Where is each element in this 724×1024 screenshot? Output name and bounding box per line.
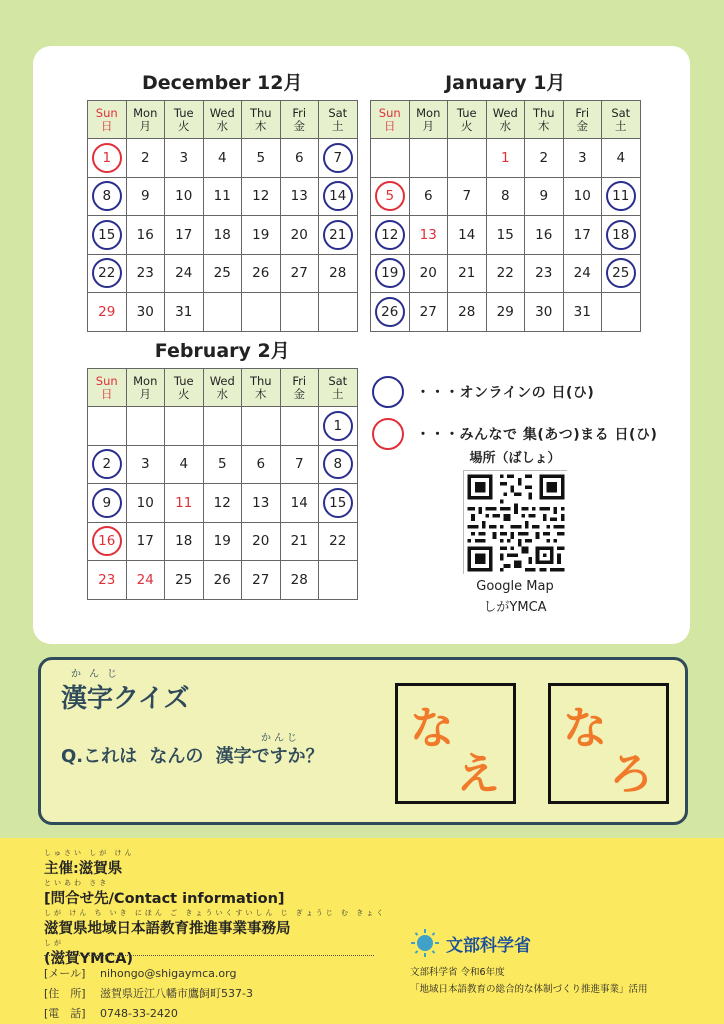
day-cell: 24 [126,561,165,600]
weekday-1: Mon 月 [126,101,165,139]
phone: 0748-33-2420 [100,1007,178,1020]
weekday-0: Sun 日 [88,369,127,407]
day-cell: 26 [203,561,242,600]
day-cell: 2 [126,139,165,178]
empty-cell [203,293,242,332]
day-cell: 11 [165,484,204,523]
day-cell: 23 [126,254,165,293]
day-cell: 4 [165,445,204,484]
day-cell: 29 [486,293,525,332]
day-cell: 17 [165,216,204,255]
weekday-4: Thu 木 [242,101,281,139]
map-caption-1: Google Map [476,579,554,594]
mext-line-2: 「地域日本語教育の総合的な体制づくり推進事業」活用 [410,984,648,995]
day-cell: 29 [88,293,127,332]
contact-details: [メール] nihongo@shigaymca.org [住 所] 滋賀県近江八幡市鷹飼町537-3 [電 話] 0748-33-2420 [44,967,253,1020]
day-cell: 4 [602,139,641,178]
day-cell: 26 [242,254,281,293]
day-cell: 14 [319,177,358,216]
weekday-6: Sat 土 [319,369,358,407]
footer-organizer: しゅさい しが けん 主催:滋賀県 といあわ さき [問合せ先/Contact information] しが けん ち いき にほん ご きょういくすいしん じ ぎょうじ む きょく 滋賀県地域日本語教育推進事業事務局 しが (滋賀YMCA) [44,849,387,967]
day-cell: 1 [486,139,525,178]
day-cell: 13 [409,216,448,255]
empty-cell [203,407,242,446]
day-cell: 31 [563,293,602,332]
day-cell: 17 [126,522,165,561]
day-cell: 15 [88,216,127,255]
weekday-header [88,101,358,139]
day-cell: 8 [486,177,525,216]
weekday-1: Mon 月 [126,369,165,407]
day-cell: 1 [319,407,358,446]
day-cell: 20 [409,254,448,293]
weekday-3: Wed 水 [486,101,525,139]
day-cell: 31 [165,293,204,332]
kanji-quiz [38,657,688,825]
red-circle-icon [372,418,404,450]
day-cell: 22 [319,522,358,561]
day-cell: 10 [165,177,204,216]
day-cell: 15 [319,484,358,523]
day-cell: 8 [88,177,127,216]
day-cell: 14 [448,216,487,255]
week-row [88,484,358,523]
week-row [88,407,358,446]
day-cell: 6 [280,139,319,178]
quiz-title-ruby: かんじ [71,669,125,680]
mext-logo [410,928,648,958]
empty-cell [165,407,204,446]
week-row [371,177,641,216]
legend [372,372,657,456]
office-name-2: (滋賀YMCA) [44,951,134,967]
calendar-grid [370,100,641,332]
calendar-title: February 2月 [154,340,290,362]
day-cell: 6 [409,177,448,216]
week-row [371,139,641,178]
day-cell: 24 [165,254,204,293]
week-row [88,254,358,293]
weekday-2: Tue 火 [165,369,204,407]
day-cell: 16 [525,216,564,255]
day-cell: 22 [486,254,525,293]
day-cell: 23 [88,561,127,600]
quiz-title: 漢字クイズ [61,684,190,714]
day-cell: 8 [319,445,358,484]
day-cell: 6 [242,445,281,484]
day-cell: 20 [242,522,281,561]
day-cell: 27 [409,293,448,332]
day-cell: 19 [242,216,281,255]
day-cell: 22 [88,254,127,293]
day-cell: 7 [319,139,358,178]
empty-cell [280,293,319,332]
day-cell: 27 [280,254,319,293]
week-row [88,177,358,216]
quiz-kanji-box-2: な ろ [548,683,669,804]
weekday-2: Tue 火 [448,101,487,139]
calendar-january [370,70,641,332]
day-cell: 13 [242,484,281,523]
week-row [88,445,358,484]
day-cell: 28 [319,254,358,293]
legend-inperson: ・・・みんなで 集(あつ)まる 日(ひ) [372,414,657,454]
week-row [371,293,641,332]
empty-cell [242,407,281,446]
day-cell: 7 [280,445,319,484]
calendar-title: January 1月 [445,72,566,94]
day-cell: 17 [563,216,602,255]
mext-name: 文部科学省 [446,935,531,956]
day-cell: 26 [371,293,410,332]
empty-cell [242,293,281,332]
day-cell: 25 [165,561,204,600]
empty-cell [280,407,319,446]
day-cell: 5 [242,139,281,178]
weekday-2: Tue 火 [165,101,204,139]
qr-code-icon[interactable] [463,470,567,574]
map-caption-2: しがYMCA [483,600,547,615]
day-cell: 18 [602,216,641,255]
empty-cell [88,407,127,446]
address: 滋賀県近江八幡市鷹飼町537-3 [100,987,253,1000]
day-cell: 12 [371,216,410,255]
day-cell: 15 [486,216,525,255]
day-cell: 28 [448,293,487,332]
empty-cell [126,407,165,446]
day-cell: 12 [203,484,242,523]
legend-online: ・・・オンラインの 日(ひ) [372,372,657,412]
email-link[interactable]: nihongo@shigaymca.org [100,967,237,980]
calendar-grid [87,100,358,332]
day-cell: 12 [242,177,281,216]
day-cell: 16 [88,522,127,561]
day-cell: 2 [88,445,127,484]
day-cell: 27 [242,561,281,600]
calendar-title: December 12月 [141,72,303,94]
day-cell: 24 [563,254,602,293]
empty-cell [409,139,448,178]
location-label: 場所（ばしょ） [469,451,561,466]
day-cell: 10 [563,177,602,216]
calendar-february [87,338,358,600]
day-cell: 9 [525,177,564,216]
day-cell: 2 [525,139,564,178]
divider [44,955,374,956]
day-cell: 21 [448,254,487,293]
weekday-5: Fri 金 [280,101,319,139]
day-cell: 1 [88,139,127,178]
weekday-6: Sat 土 [319,101,358,139]
day-cell: 18 [203,216,242,255]
week-row [88,139,358,178]
contact-heading: [問合せ先/Contact information] [44,891,285,907]
weekday-3: Wed 水 [203,101,242,139]
mext-emblem-icon [410,928,440,958]
day-cell: 25 [203,254,242,293]
calendar-december [87,70,358,332]
blue-circle-icon [372,376,404,408]
weekday-3: Wed 水 [203,369,242,407]
day-cell: 3 [126,445,165,484]
day-cell: 23 [525,254,564,293]
weekday-1: Mon 月 [409,101,448,139]
day-cell: 30 [126,293,165,332]
empty-cell [319,293,358,332]
weekday-header [88,369,358,407]
day-cell: 28 [280,561,319,600]
day-cell: 19 [371,254,410,293]
host: 主催:滋賀県 [44,861,123,877]
day-cell: 18 [165,522,204,561]
location-block [455,447,575,616]
day-cell: 9 [88,484,127,523]
day-cell: 5 [203,445,242,484]
week-row [88,216,358,255]
day-cell: 19 [203,522,242,561]
day-cell: 20 [280,216,319,255]
empty-cell [602,293,641,332]
day-cell: 7 [448,177,487,216]
weekday-5: Fri 金 [280,369,319,407]
day-cell: 14 [280,484,319,523]
empty-cell [448,139,487,178]
day-cell: 3 [165,139,204,178]
week-row [371,216,641,255]
week-row [88,561,358,600]
calendar-grid [87,368,358,600]
day-cell: 3 [563,139,602,178]
day-cell: 21 [280,522,319,561]
day-cell: 13 [280,177,319,216]
quiz-question: Q.これは なんの 漢字ですか？ [61,746,324,767]
day-cell: 4 [203,139,242,178]
week-row [88,522,358,561]
week-row [88,293,358,332]
empty-cell [371,139,410,178]
weekday-header [371,101,641,139]
day-cell: 5 [371,177,410,216]
office-name: 滋賀県地域日本語教育推進事業事務局 [44,921,291,937]
quiz-kanji-box-1: な え [395,683,516,804]
day-cell: 30 [525,293,564,332]
day-cell: 25 [602,254,641,293]
day-cell: 21 [319,216,358,255]
weekday-4: Thu 木 [242,369,281,407]
quiz-question-ruby: かんじ [261,733,300,744]
day-cell: 11 [203,177,242,216]
day-cell: 16 [126,216,165,255]
weekday-0: Sun 日 [371,101,410,139]
day-cell: 11 [602,177,641,216]
weekday-6: Sat 土 [602,101,641,139]
day-cell: 9 [126,177,165,216]
weekday-5: Fri 金 [563,101,602,139]
weekday-0: Sun 日 [88,101,127,139]
week-row [371,254,641,293]
mext-line-1: 文部科学省 令和6年度 [410,967,505,978]
day-cell: 10 [126,484,165,523]
weekday-4: Thu 木 [525,101,564,139]
empty-cell [319,561,358,600]
mext-block [410,928,648,998]
